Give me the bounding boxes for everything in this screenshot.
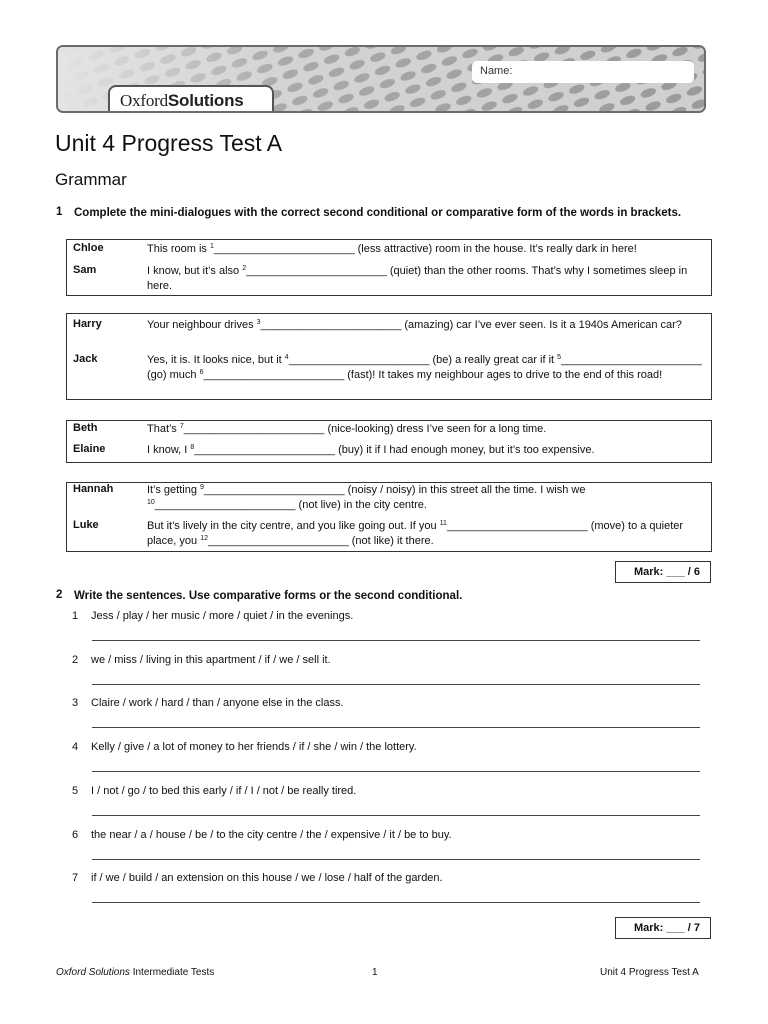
page-number: 1 bbox=[372, 967, 378, 978]
exercise-2-number: 2 bbox=[56, 589, 63, 601]
speaker-name: Harry bbox=[73, 318, 102, 330]
dialogue-line[interactable]: That’s $^7$_______________________ (nice-looking) dress I’ve seen for a long time. bbox=[147, 423, 547, 435]
speaker-name: Jack bbox=[73, 353, 98, 365]
dialogue-box-2 bbox=[66, 313, 712, 400]
answer-line[interactable] bbox=[92, 684, 700, 685]
dialogue-line[interactable]: I know, I $^8$_______________________ (buy) it if I had enough money, but it’s too expensive. bbox=[147, 444, 595, 456]
item-number: 5 bbox=[72, 784, 79, 797]
speaker-name: Elaine bbox=[73, 443, 106, 455]
exercise-1-instruction: Complete the mini-dialogues with the correct second conditional or comparative form of the words in brackets. bbox=[74, 207, 682, 219]
dialogue-line[interactable]: Yes, it is. It looks nice, but it $^4$_______________________ (be) a really great car if it $^5$_______________________ (go) much $^6$_______________________ (fast)! It takes my neighbour ages to drive to the end of this road! bbox=[147, 354, 702, 381]
exercise-2-instruction: Write the sentences. Use comparative forms or the second conditional. bbox=[74, 590, 463, 602]
item-prompt: Jess / play / her music / more / quiet / in the evenings. bbox=[91, 610, 354, 622]
item-prompt: if / we / build / an extension on this house / we / lose / half of the garden. bbox=[91, 872, 443, 885]
answer-line[interactable] bbox=[92, 771, 700, 772]
dialogue-line[interactable]: I know, but it’s also $^2$_______________________ (quiet) than the other rooms. That’s why I sometimes sleep in here. bbox=[147, 265, 688, 292]
footer-left: Oxford Solutions Intermediate Tests bbox=[56, 967, 215, 978]
dialogue-box-1 bbox=[66, 239, 712, 296]
speaker-name: Hannah bbox=[73, 483, 114, 495]
item-prompt: Kelly / give / a lot of money to her friends / if / she / win / the lottery. bbox=[91, 741, 417, 754]
speaker-name: Beth bbox=[73, 422, 98, 434]
dialogue-line[interactable]: Your neighbour drives $^3$_______________________ (amazing) car I’ve ever seen. Is it a 1940s American car? bbox=[147, 319, 682, 331]
answer-line[interactable] bbox=[92, 815, 700, 816]
page-title: Unit 4 Progress Test A bbox=[55, 130, 283, 156]
item-prompt: I / not / go / to bed this early / if / I / not / be really tired. bbox=[91, 784, 357, 797]
logo-tab bbox=[108, 85, 274, 113]
section-title: Grammar bbox=[55, 170, 127, 189]
answer-line[interactable] bbox=[92, 640, 700, 641]
exercise-1-mark: Mark: ___ / 6 bbox=[615, 561, 711, 583]
name-label: Name: bbox=[480, 65, 513, 77]
item-number: 4 bbox=[72, 741, 79, 754]
dialogue-line[interactable]: It’s getting $^9$_______________________ (noisy / noisy) in this street all the time. I wish we $^{10}$_______________________ (not live) in the city centre. bbox=[147, 484, 586, 511]
item-prompt: the near / a / house / be / to the city centre / the / expensive / it / be to buy. bbox=[91, 828, 452, 841]
item-prompt: Claire / work / hard / than / anyone else in the class. bbox=[91, 697, 344, 710]
item-number: 6 bbox=[72, 828, 79, 841]
answer-line[interactable] bbox=[92, 859, 700, 860]
answer-line[interactable] bbox=[92, 727, 700, 728]
dialogue-line[interactable]: This room is $^1$_______________________ (less attractive) room in the house. It’s really dark in here! bbox=[147, 243, 637, 255]
oxford-solutions-logo: OxfordSolutions bbox=[120, 91, 244, 110]
exercise-2-mark: Mark: ___ / 7 bbox=[615, 917, 711, 939]
exercise-1-number: 1 bbox=[56, 206, 63, 218]
answer-line[interactable] bbox=[92, 902, 700, 903]
item-number: 1 bbox=[72, 610, 79, 622]
item-prompt: we / miss / living in this apartment / if / we / sell it. bbox=[91, 653, 331, 666]
footer-right: Unit 4 Progress Test A bbox=[600, 967, 699, 978]
item-number: 2 bbox=[72, 653, 79, 666]
dialogue-line[interactable]: But it’s lively in the city centre, and you like going out. If you $^{11}$_______________________ (move) to a quieter place, you $^{12}$_______________________ (not like) it there. bbox=[147, 520, 684, 547]
item-number: 3 bbox=[72, 697, 79, 710]
speaker-name: Luke bbox=[73, 519, 99, 531]
speaker-name: Chloe bbox=[73, 242, 104, 254]
speaker-name: Sam bbox=[73, 264, 97, 276]
dialogue-box-4 bbox=[66, 482, 712, 552]
item-number: 7 bbox=[72, 872, 79, 885]
header-banner bbox=[56, 45, 706, 113]
name-field[interactable] bbox=[472, 61, 694, 83]
dialogue-box-3 bbox=[66, 420, 712, 463]
